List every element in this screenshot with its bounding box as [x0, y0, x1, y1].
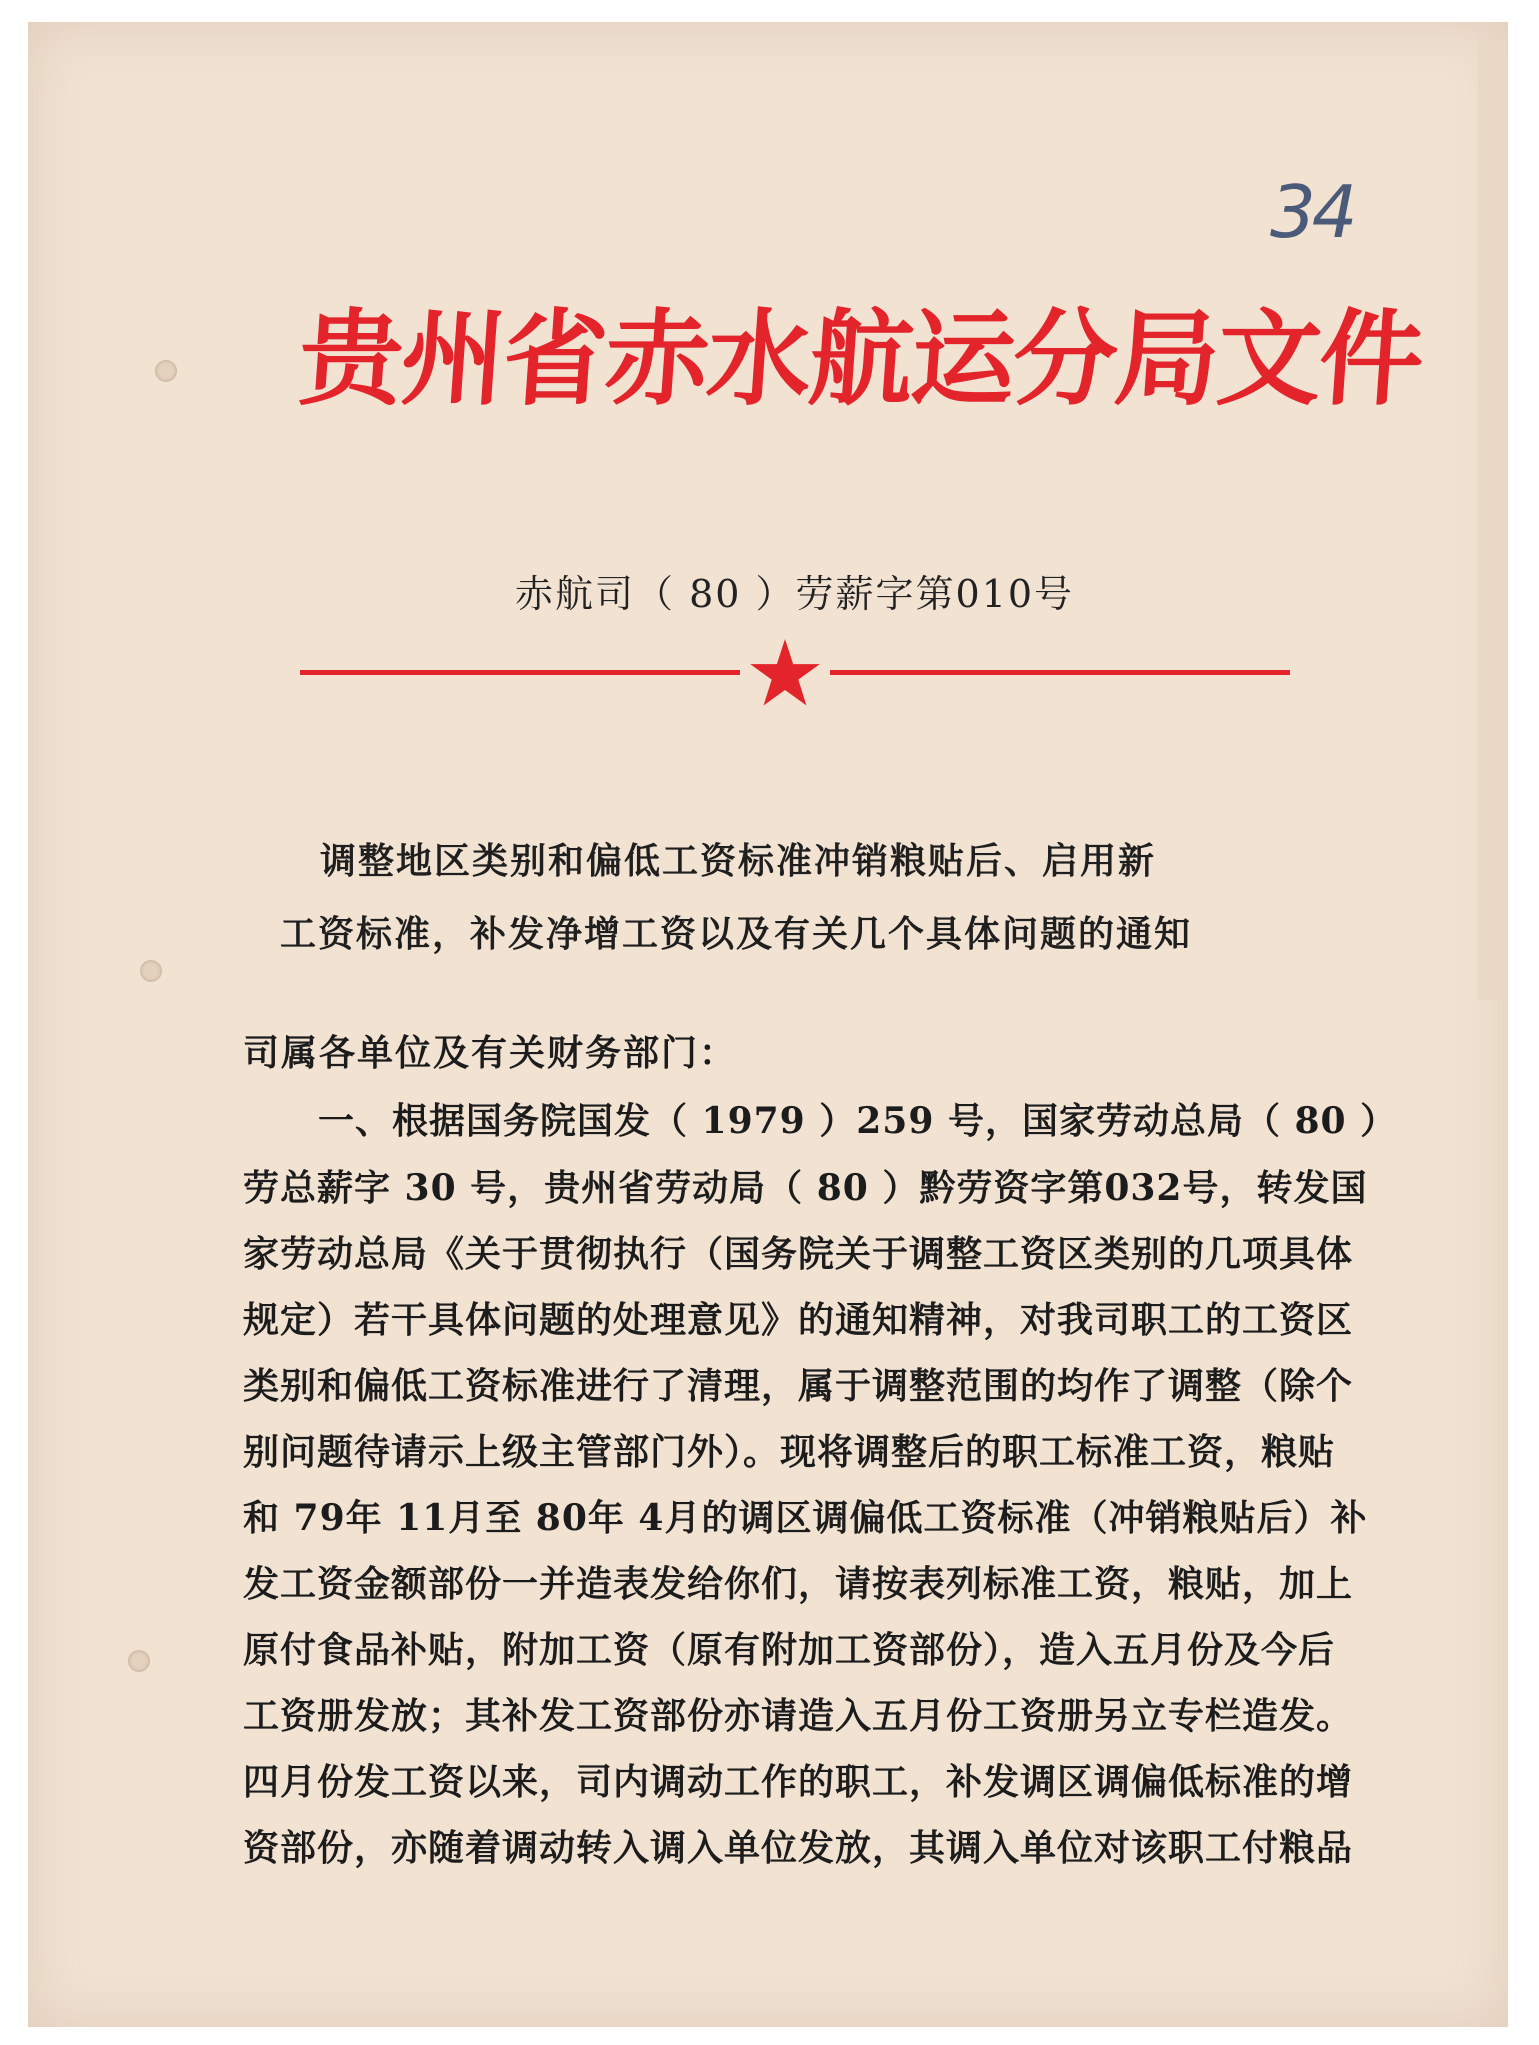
body-line: 类别和偏低工资标准进行了清理，属于调整范围的均作了调整（除个	[243, 1365, 1354, 1407]
red-rule-right	[830, 670, 1290, 675]
notice-title-line-1: 调整地区类别和偏低工资标准冲销粮贴后、启用新	[320, 840, 1157, 882]
body-line: 原付食品补贴，附加工资（原有附加工资部份），造入五月份及今后	[243, 1629, 1336, 1671]
body-line: 发工资金额部份一并造表发给你们，请按表列标准工资，粮贴，加上	[243, 1563, 1354, 1605]
punch-hole	[155, 360, 177, 382]
page-edge	[1478, 40, 1506, 1000]
red-star-icon	[748, 636, 822, 710]
body-line: 四月份发工资以来，司内调动工作的职工，补发调区调偏低标准的增	[243, 1761, 1354, 1803]
notice-title-line-2: 工资标准，补发净增工资以及有关几个具体问题的通知	[280, 913, 1193, 955]
body-line: 一、根据国务院国发（ 1979 ）259 号，国家劳动总局（ 80 ）	[318, 1100, 1398, 1142]
body-line: 规定）若干具体问题的处理意见》的通知精神，对我司职工的工资区	[243, 1299, 1354, 1341]
body-line: 别问题待请示上级主管部门外）。现将调整后的职工标准工资，粮贴	[243, 1431, 1336, 1473]
folio-number: 34	[1270, 170, 1354, 254]
body-line: 资部份，亦随着调动转入调入单位发放，其调入单位对该职工付粮品	[243, 1827, 1354, 1869]
body-line: 家劳动总局《关于贯彻执行（国务院关于调整工资区类别的几项具体	[243, 1233, 1354, 1275]
body-line: 和 79年 11月至 80年 4月的调区调偏低工资标准（冲销粮贴后）补	[243, 1497, 1368, 1539]
punch-hole	[140, 960, 162, 982]
body-line: 工资册发放；其补发工资部份亦请造入五月份工资册另立专栏造发。	[243, 1695, 1354, 1737]
document-number: 赤航司（ 80 ）劳薪字第010号	[515, 572, 1075, 616]
body-line: 劳总薪字 30 号，贵州省劳动局（ 80 ）黔劳资字第032号，转发国	[243, 1167, 1368, 1209]
red-rule-left	[300, 670, 740, 675]
addressee: 司属各单位及有关财务部门：	[243, 1032, 738, 1074]
punch-hole	[128, 1650, 150, 1672]
document-masthead: 贵州省赤水航运分局文件	[295, 298, 1426, 420]
